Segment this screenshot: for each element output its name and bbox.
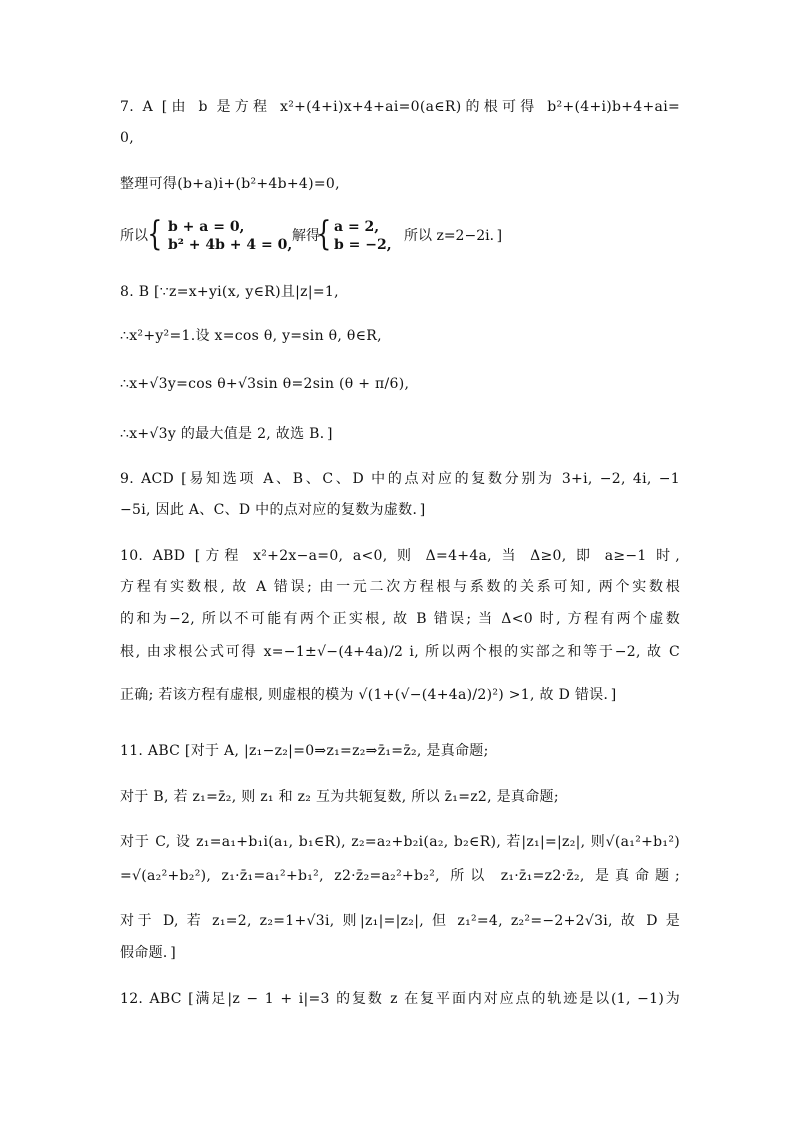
equation-system-1 [168, 218, 292, 254]
answer-12-line-1: 12. ABC [满足|z − 1 + i|=3 的复数 z 在复平面内对应点的轨迹是以(1, −1)为 [120, 991, 680, 1007]
answer-8-line-4: ∴x+√3y 的最大值是 2, 故选 B．] [120, 426, 333, 442]
answer-7-line-3: 整理可得(b+a)i+(b²+4b+4)=0, [120, 176, 340, 192]
answer-11-line-1: 11. ABC [对于 A, |z₁−z₂|=0⇒z₁=z₂⇒z̄₁=z̄₂, 是真命题; [120, 743, 489, 759]
answer-8-line-3: ∴x+√3y=cos θ+√3sin θ=2sin (θ + π/6), [120, 376, 410, 392]
result-text: 所以 z=2−2i．] [404, 228, 503, 244]
answer-9-line-1: 9. ACD [易知选项 A、B、C、D 中的点对应的复数分别为 3+i, −2, 4i, −1 [120, 471, 680, 487]
answer-11-line-2: 对于 B, 若 z₁=z̄₂, 则 z₁ 和 z₂ 互为共轭复数, 所以 z̄₁=z2, 是真命题; [120, 789, 559, 805]
left-brace-icon: { [316, 214, 332, 254]
answer-7-line-2: 0, [120, 130, 134, 146]
answer-10-line-2: 方程有实数根, 故 A 错误; 由一元二次方程根与系数的关系可知, 两个实数根 [120, 579, 680, 595]
system-2-row-2: b = −2, [334, 237, 392, 253]
answer-8-line-2: ∴x²+y²=1.设 x=cos θ, y=sin θ, θ∈R, [120, 328, 382, 344]
answer-7-equation-systems [120, 216, 680, 256]
equation-system-2 [334, 218, 392, 254]
system-1-row-2: b² + 4b + 4 = 0, [168, 237, 293, 253]
answer-7-line-1: 7. A [由 b 是方程 x²+(4+i)x+4+ai=0(a∈R)的根可得 b²+(4+i)b+4+ai= [120, 99, 680, 115]
answer-9-line-2: −5i, 因此 A、C、D 中的点对应的复数为虚数．] [120, 502, 426, 518]
answer-10-line-1: 10. ABD [方程 x²+2x−a=0, a<0, 则 Δ=4+4a, 当 Δ≥0, 即 a≥−1 时, [120, 548, 680, 564]
answer-8-line-1: 8. B [∵z=x+yi(x, y∈R)且|z|=1, [120, 284, 339, 300]
left-brace-icon: { [147, 214, 163, 254]
answer-11-line-4: =√(a₂²+b₂²), z₁·z̄₁=a₁²+b₁², z2·z̄₂=a₂²+b₂², 所以 z₁·z̄₁=z2·z̄₂, 是真命题; [120, 868, 680, 884]
answer-10-line-5: 正确; 若该方程有虚根, 则虚根的模为 √(1+(√−(4+4a)/2)²) >1, 故 D 错误．] [120, 687, 617, 703]
answer-10-line-4: 根, 由求根公式可得 x=−1±√−(4+4a)/2 i, 所以两个根的实部之和等于−2, 故 C [120, 644, 680, 660]
solve-label: 解得 [292, 228, 320, 244]
answer-11-line-3: 对于 C, 设 z₁=a₁+b₁i(a₁, b₁∈R), z₂=a₂+b₂i(a₂, b₂∈R), 若|z₁|=|z₂|, 则√(a₁²+b₁²) [120, 834, 680, 850]
system-1-row-1: b + a = 0, [168, 219, 245, 235]
so-label: 所以 [120, 228, 148, 244]
answer-11-line-6: 假命题．] [120, 945, 176, 961]
answer-11-line-5: 对于 D, 若 z₁=2, z₂=1+√3i, 则|z₁|=|z₂|, 但 z₁²=4, z₂²=−2+2√3i, 故 D 是 [120, 913, 680, 929]
system-2-row-1: a = 2, [334, 219, 380, 235]
answer-10-line-3: 的和为−2, 所以不可能有两个正实根, 故 B 错误; 当 Δ<0 时, 方程有两个虚数 [120, 611, 680, 627]
